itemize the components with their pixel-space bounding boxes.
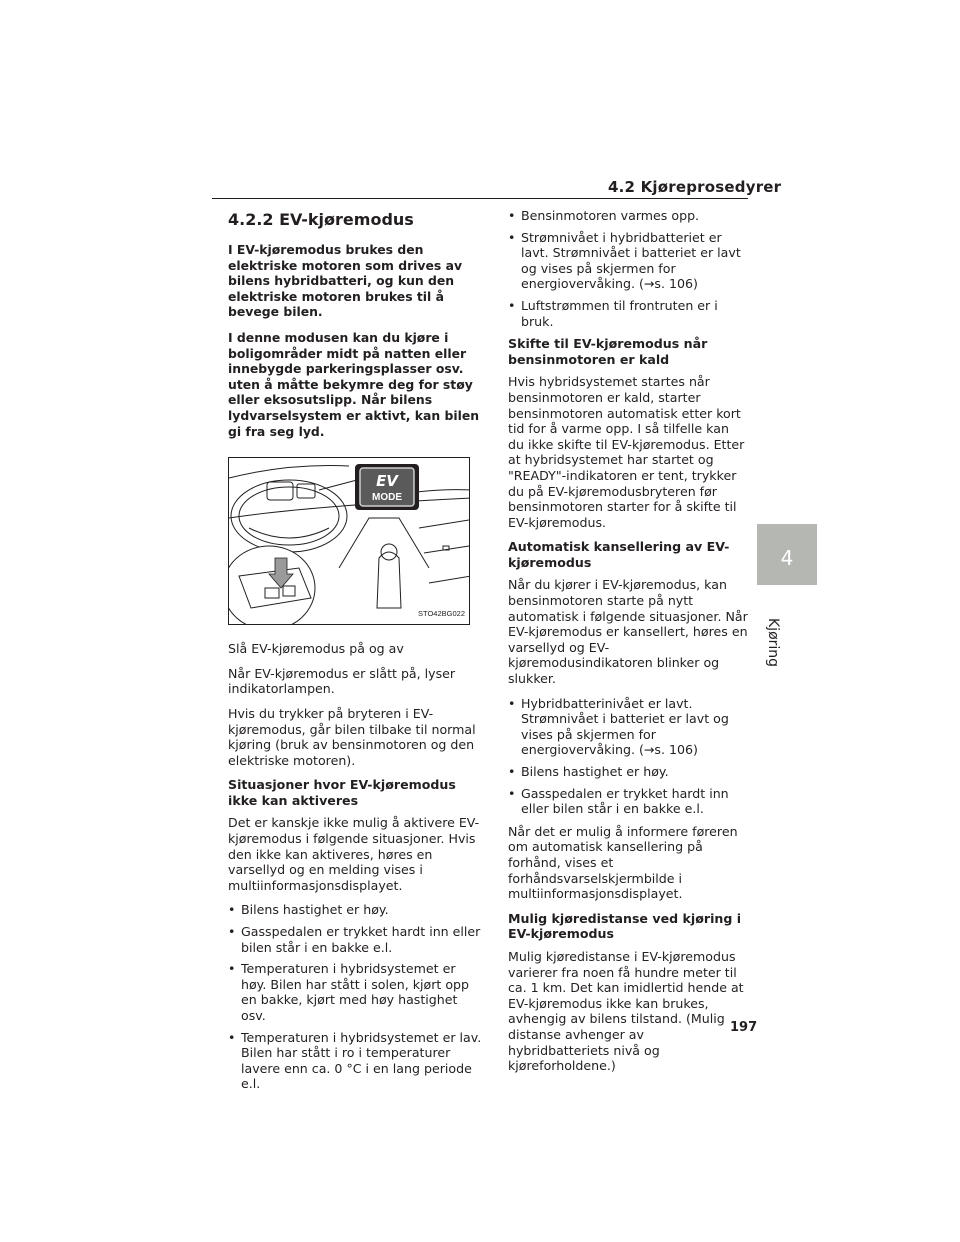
- list-item: • Luftstrømmen til frontruten er i bruk.: [508, 298, 748, 329]
- right-bullet-list-2: [508, 696, 748, 817]
- right-paragraph-4: Mulig kjøredistanse i EV-kjøremodus varierer fra noen få hundre meter til ca. 1 km. Det kan imidlertid hende at EV-kjøremodus ikke kan brukes, avhengig av bilens tilstand. (Mulig distanse avhenger av hybridbatteriets nivå og kjøreforholdene.): [508, 948, 744, 1074]
- chapter-tab: [757, 524, 817, 585]
- list-item: • Hybridbatterinivået er lavt. Strømnivået i batteriet er lavt og vises på skjermen for energiovervåking. (→s. 106): [508, 696, 748, 758]
- figure-code: STO42BG022: [418, 608, 465, 618]
- list-item: • Temperaturen i hybridsystemet er høy. Bilen har stått i solen, kjørt opp en bakke, kjørt med høy hastighet osv.: [228, 961, 482, 1023]
- right-paragraph-1: Hvis hybridsystemet startes når bensinmotoren er kald, starter bensinmotoren automatisk etter kort tid for å varme opp. I så tilfelle kan du ikke skifte til EV-kjøremodus. Etter at hybridsystemet har startet og "READY"-indikatoren er tent, trykker du på EV-kjøremodusbryteren før bensinmotoren starter for å skifte til EV-kjøremodus.: [508, 374, 745, 530]
- ev-mode-illustration: [228, 457, 470, 625]
- list-item: • Strømnivået i hybridbatteriet er lavt. Strømnivået i batteriet er lavt og vises på skjermen for energiovervåking. (→s. 106): [508, 230, 748, 292]
- left-bullet-list: [228, 902, 482, 1092]
- left-subheading: Situasjoner hvor EV-kjøremodus ikke kan aktiveres: [228, 777, 456, 808]
- left-paragraph-2: Når EV-kjøremodus er slått på, lyser indikatorlampen.: [228, 665, 456, 697]
- list-item: • Bilens hastighet er høy.: [228, 902, 482, 918]
- left-paragraph-3: Hvis du trykker på bryteren i EV-kjøremodus, går bilen tilbake til normal kjøring (bruk av bensinmotoren og den elektriske motoren).: [228, 705, 476, 768]
- right-subheading-1: Skifte til EV-kjøremodus når bensinmotoren er kald: [508, 336, 708, 367]
- intro-paragraph-1: I EV-kjøremodus brukes den elektriske motoren som drives av bilens hybridbatteri, og kun den elektriske motoren brukes til å bevege bilen.: [228, 242, 463, 320]
- list-item: • Temperaturen i hybridsystemet er lav. Bilen har stått i ro i temperaturer lavere enn ca. 0 °C i en lang periode e.l.: [228, 1030, 482, 1092]
- right-column: [508, 208, 748, 1083]
- right-bullet-list-1: [508, 208, 748, 329]
- right-subheading-2: Automatisk kansellering av EV-kjøremodus: [508, 539, 730, 570]
- list-item: • Gasspedalen er trykket hardt inn eller bilen står i en bakke e.l.: [228, 924, 482, 955]
- running-header: 4.2 Kjøreprosedyrer: [608, 178, 782, 196]
- chapter-number: 4: [780, 546, 794, 570]
- list-item: • Gasspedalen er trykket hardt inn eller bilen står i en bakke e.l.: [508, 786, 748, 817]
- header-rule: [212, 198, 748, 199]
- badge-mode-text: MODE: [372, 492, 402, 504]
- section-title: 4.2.2 EV-kjøremodus: [228, 210, 414, 229]
- dashboard-drawing: [229, 458, 470, 625]
- intro-paragraph-2: I denne modusen kan du kjøre i boligområder midt på natten eller innebygde parkeringsplasser osv. uten å måtte bekymre deg for støy eller eksosutslipp. Når bilens lydvarselsystem er aktivt, kan bilen gi fra seg lyd.: [228, 329, 480, 439]
- right-subheading-3: Mulig kjøredistanse ved kjøring i EV-kjøremodus: [508, 910, 742, 942]
- page-number: 197: [730, 1020, 758, 1035]
- chapter-label: Kjøring: [765, 618, 781, 668]
- badge-ev-text: EV: [376, 472, 398, 491]
- list-item: • Bensinmotoren varmes opp.: [508, 208, 748, 224]
- left-paragraph-4: Det er kanskje ikke mulig å aktivere EV-kjøremodus i følgende situasjoner. Hvis den ikke kan aktiveres, høres en varsellyd og en melding vises i multiinformasjonsdisplayet.: [228, 815, 480, 893]
- left-column: [228, 208, 482, 1099]
- right-paragraph-3: Når det er mulig å informere føreren om automatisk kansellering på forhånd, vises et forhåndsvarselskjermbilde i multiinformasjonsdisplayet.: [508, 823, 738, 902]
- left-paragraph-1: Slå EV-kjøremodus på og av: [228, 641, 404, 657]
- right-paragraph-2: Når du kjører i EV-kjøremodus, kan bensinmotoren starte på nytt automatisk i følgende situasjoner. Når EV-kjøremodus er kansellert, høres en varsellyd og EV-kjøremodusindikatoren blinker og slukker.: [508, 577, 748, 687]
- list-item: • Bilens hastighet er høy.: [508, 764, 748, 780]
